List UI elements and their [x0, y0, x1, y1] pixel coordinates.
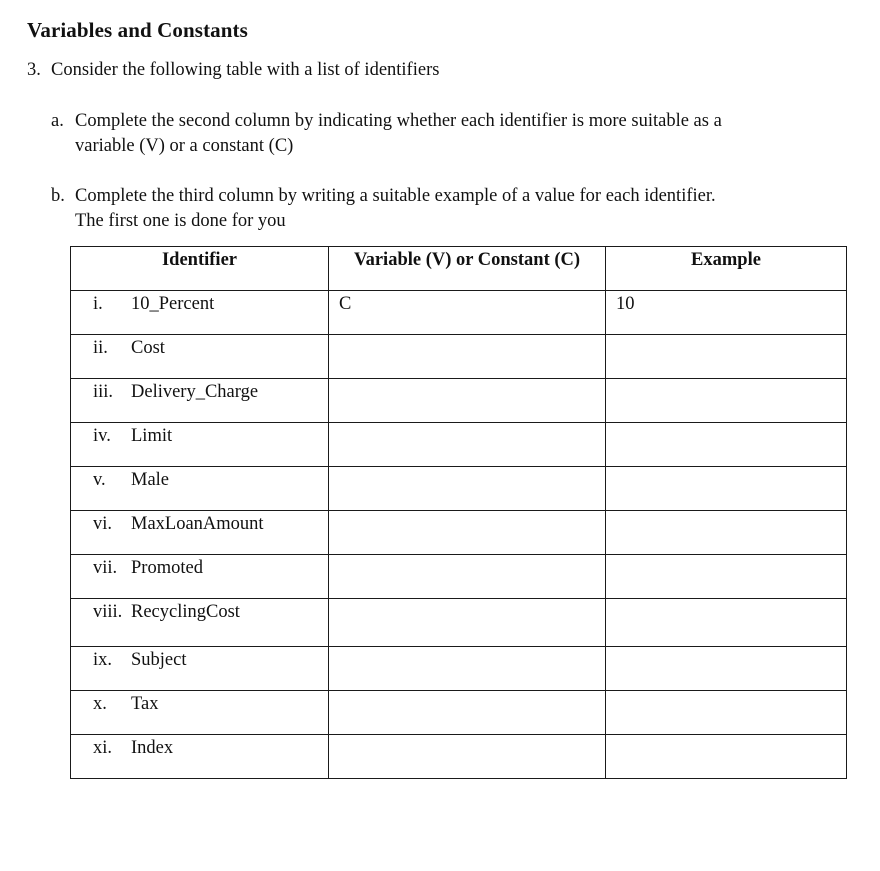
table-row: [71, 291, 847, 335]
row-numeral: vii.: [93, 558, 118, 578]
row-numeral: v.: [93, 470, 106, 490]
table-row: [71, 335, 847, 379]
identifier-name: Promoted: [131, 558, 203, 578]
identifier-cell: [71, 735, 329, 779]
identifier-cell: [71, 647, 329, 691]
table-row: [71, 379, 847, 423]
identifiers-table: [70, 246, 847, 779]
table-row: [71, 647, 847, 691]
identifier-name: 10_Percent: [131, 294, 215, 314]
part-b-line2: The first one is done for you: [75, 211, 286, 231]
identifier-cell: [71, 423, 329, 467]
table-row: [71, 423, 847, 467]
identifier-name: Subject: [131, 650, 187, 670]
row-numeral: vi.: [93, 514, 113, 534]
example-cell[interactable]: [606, 691, 847, 735]
question-3: [27, 60, 439, 81]
identifier-name: Index: [131, 738, 174, 758]
identifier-name: Male: [131, 470, 170, 490]
part-a-line2: variable (V) or a constant (C): [75, 136, 294, 156]
table-row: [71, 555, 847, 599]
part-b-line1: Complete the third column by writing a suitable example of a value for each identifier.: [75, 186, 716, 206]
variable-or-constant-cell[interactable]: [329, 735, 606, 779]
example-cell[interactable]: [606, 647, 847, 691]
example-cell[interactable]: [606, 379, 847, 423]
example-cell[interactable]: [606, 555, 847, 599]
row-numeral: viii.: [93, 602, 123, 622]
example-cell[interactable]: [606, 467, 847, 511]
example-cell[interactable]: [606, 599, 847, 647]
example-cell[interactable]: 10: [606, 291, 847, 335]
example-cell[interactable]: [606, 511, 847, 555]
row-numeral: i.: [93, 294, 103, 314]
header-identifier: Identifier: [71, 247, 329, 291]
identifier-name: Delivery_Charge: [131, 382, 259, 402]
example-cell[interactable]: [606, 335, 847, 379]
part-a-letter: a.: [51, 111, 64, 131]
example-cell[interactable]: [606, 735, 847, 779]
row-numeral: ix.: [93, 650, 113, 670]
identifier-cell: [71, 691, 329, 735]
part-a: [51, 109, 811, 159]
identifier-cell: [71, 335, 329, 379]
identifier-cell: [71, 555, 329, 599]
variable-or-constant-cell[interactable]: C: [329, 291, 606, 335]
identifier-name: Cost: [131, 338, 165, 358]
variable-or-constant-cell[interactable]: [329, 599, 606, 647]
identifier-cell: [71, 599, 329, 647]
variable-or-constant-cell[interactable]: [329, 467, 606, 511]
question-number: 3.: [27, 60, 41, 80]
row-numeral: ii.: [93, 338, 108, 358]
table-row: [71, 735, 847, 779]
identifier-cell: [71, 379, 329, 423]
identifier-cell: [71, 467, 329, 511]
variable-or-constant-cell[interactable]: [329, 691, 606, 735]
part-a-line1: Complete the second column by indicating whether each identifier is more suitable as a: [75, 111, 722, 131]
variable-or-constant-cell[interactable]: [329, 511, 606, 555]
table-header-row: [71, 247, 847, 291]
part-b-letter: b.: [51, 186, 65, 206]
row-numeral: xi.: [93, 738, 113, 758]
variable-or-constant-cell[interactable]: [329, 555, 606, 599]
table-row: [71, 467, 847, 511]
identifier-name: Limit: [131, 426, 173, 446]
row-numeral: iv.: [93, 426, 111, 446]
identifier-name: RecyclingCost: [131, 602, 240, 622]
question-text: Consider the following table with a list of identifiers: [51, 60, 440, 80]
variable-or-constant-cell[interactable]: [329, 379, 606, 423]
variable-or-constant-cell[interactable]: [329, 423, 606, 467]
variable-or-constant-cell[interactable]: [329, 335, 606, 379]
example-cell[interactable]: [606, 423, 847, 467]
identifier-name: Tax: [131, 694, 159, 714]
table-row: [71, 511, 847, 555]
section-title: Variables and Constants: [27, 18, 248, 42]
variable-or-constant-cell[interactable]: [329, 647, 606, 691]
identifier-cell: [71, 511, 329, 555]
table-row: [71, 691, 847, 735]
row-numeral: iii.: [93, 382, 114, 402]
identifier-cell: [71, 291, 329, 335]
row-numeral: x.: [93, 694, 107, 714]
table-row: [71, 599, 847, 647]
header-example: Example: [606, 247, 847, 291]
identifier-name: MaxLoanAmount: [131, 514, 264, 534]
part-b: [51, 184, 811, 234]
header-variable-or-constant: Variable (V) or Constant (C): [329, 247, 606, 291]
